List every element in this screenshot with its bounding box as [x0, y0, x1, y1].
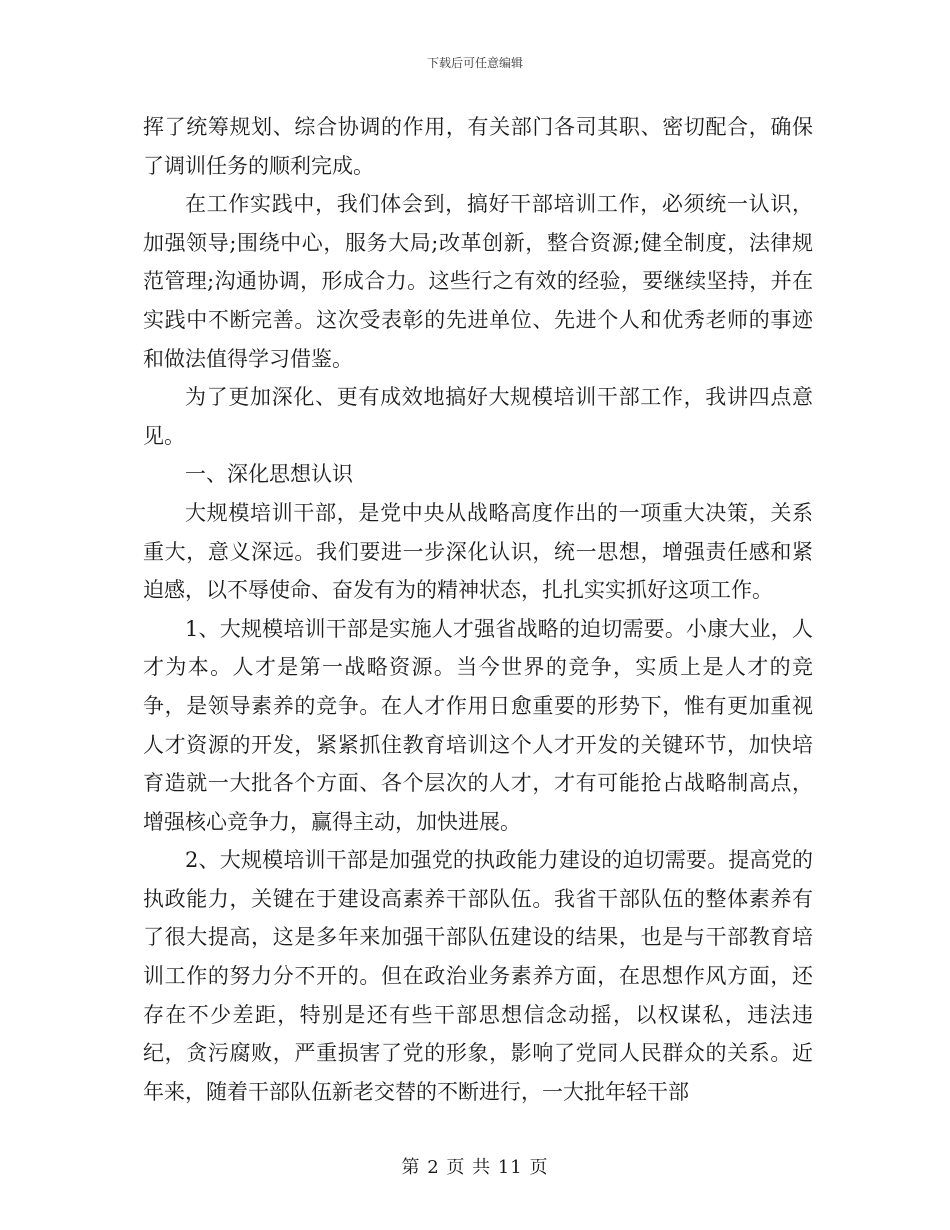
document-body [143, 108, 813, 1111]
paragraph: 在工作实践中，我们体会到，搞好干部培训工作，必须统一认识，加强领导;围绕中心，服务大局;改革创新，整合资源;健全制度，法律规范管理;沟通协调，形成合力。这些行之有效的经验，要继续坚持，并在实践中不断完善。这次受表彰的先进单位、先进个人和优秀老师的事迹和做法值得学习借鉴。 [143, 192, 813, 371]
page-header-note: 下载后可任意编辑 [426, 56, 523, 70]
section-heading: 一、深化思想认识 [185, 462, 353, 487]
paragraph: 挥了统筹规划、综合协调的作用，有关部门各司其职、密切配合，确保了调训任务的顺利完成。 [143, 115, 813, 178]
paragraph: 为了更加深化、更有成效地搞好大规模培训干部工作，我讲四点意见。 [143, 385, 813, 448]
page-number: 第 2 页 共 11 页 [401, 1157, 549, 1178]
paragraph: 1、大规模培训干部是实施人才强省战略的迫切需要。小康大业，人才为本。人才是第一战略资源。当今世界的竞争，实质上是人才的竞争，是领导素养的竞争。在人才作用日愈重要的形势下，惟有更加重视人才资源的开发，紧紧抓住教育培训这个人才开发的关键环节，加快培育造就一大批各个方面、各个层次的人才，才有可能抢占战略制高点，增强核心竞争力，赢得主动，加快进展。 [143, 616, 813, 834]
paragraph: 大规模培训干部，是党中央从战略高度作出的一项重大决策，关系重大，意义深远。我们要进一步深化认识，统一思想，增强责任感和紧迫感，以不辱使命、奋发有为的精神状态，扎扎实实抓好这项工作。 [143, 500, 813, 603]
paragraph: 2、大规模培训干部是加强党的执政能力建设的迫切需要。提高党的执政能力，关键在于建设高素养干部队伍。我省干部队伍的整体素养有了很大提高，这是多年来加强干部队伍建设的结果，也是与干部教育培训工作的努力分不开的。但在政治业务素养方面，在思想作风方面，还存在不少差距，特别是还有些干部思想信念动摇，以权谋私，违法违纪，贪污腐败，严重损害了党的形象，影响了党同人民群众的关系。近年来，随着干部队伍新老交替的不断进行，一大批年轻干部 [143, 848, 813, 1104]
